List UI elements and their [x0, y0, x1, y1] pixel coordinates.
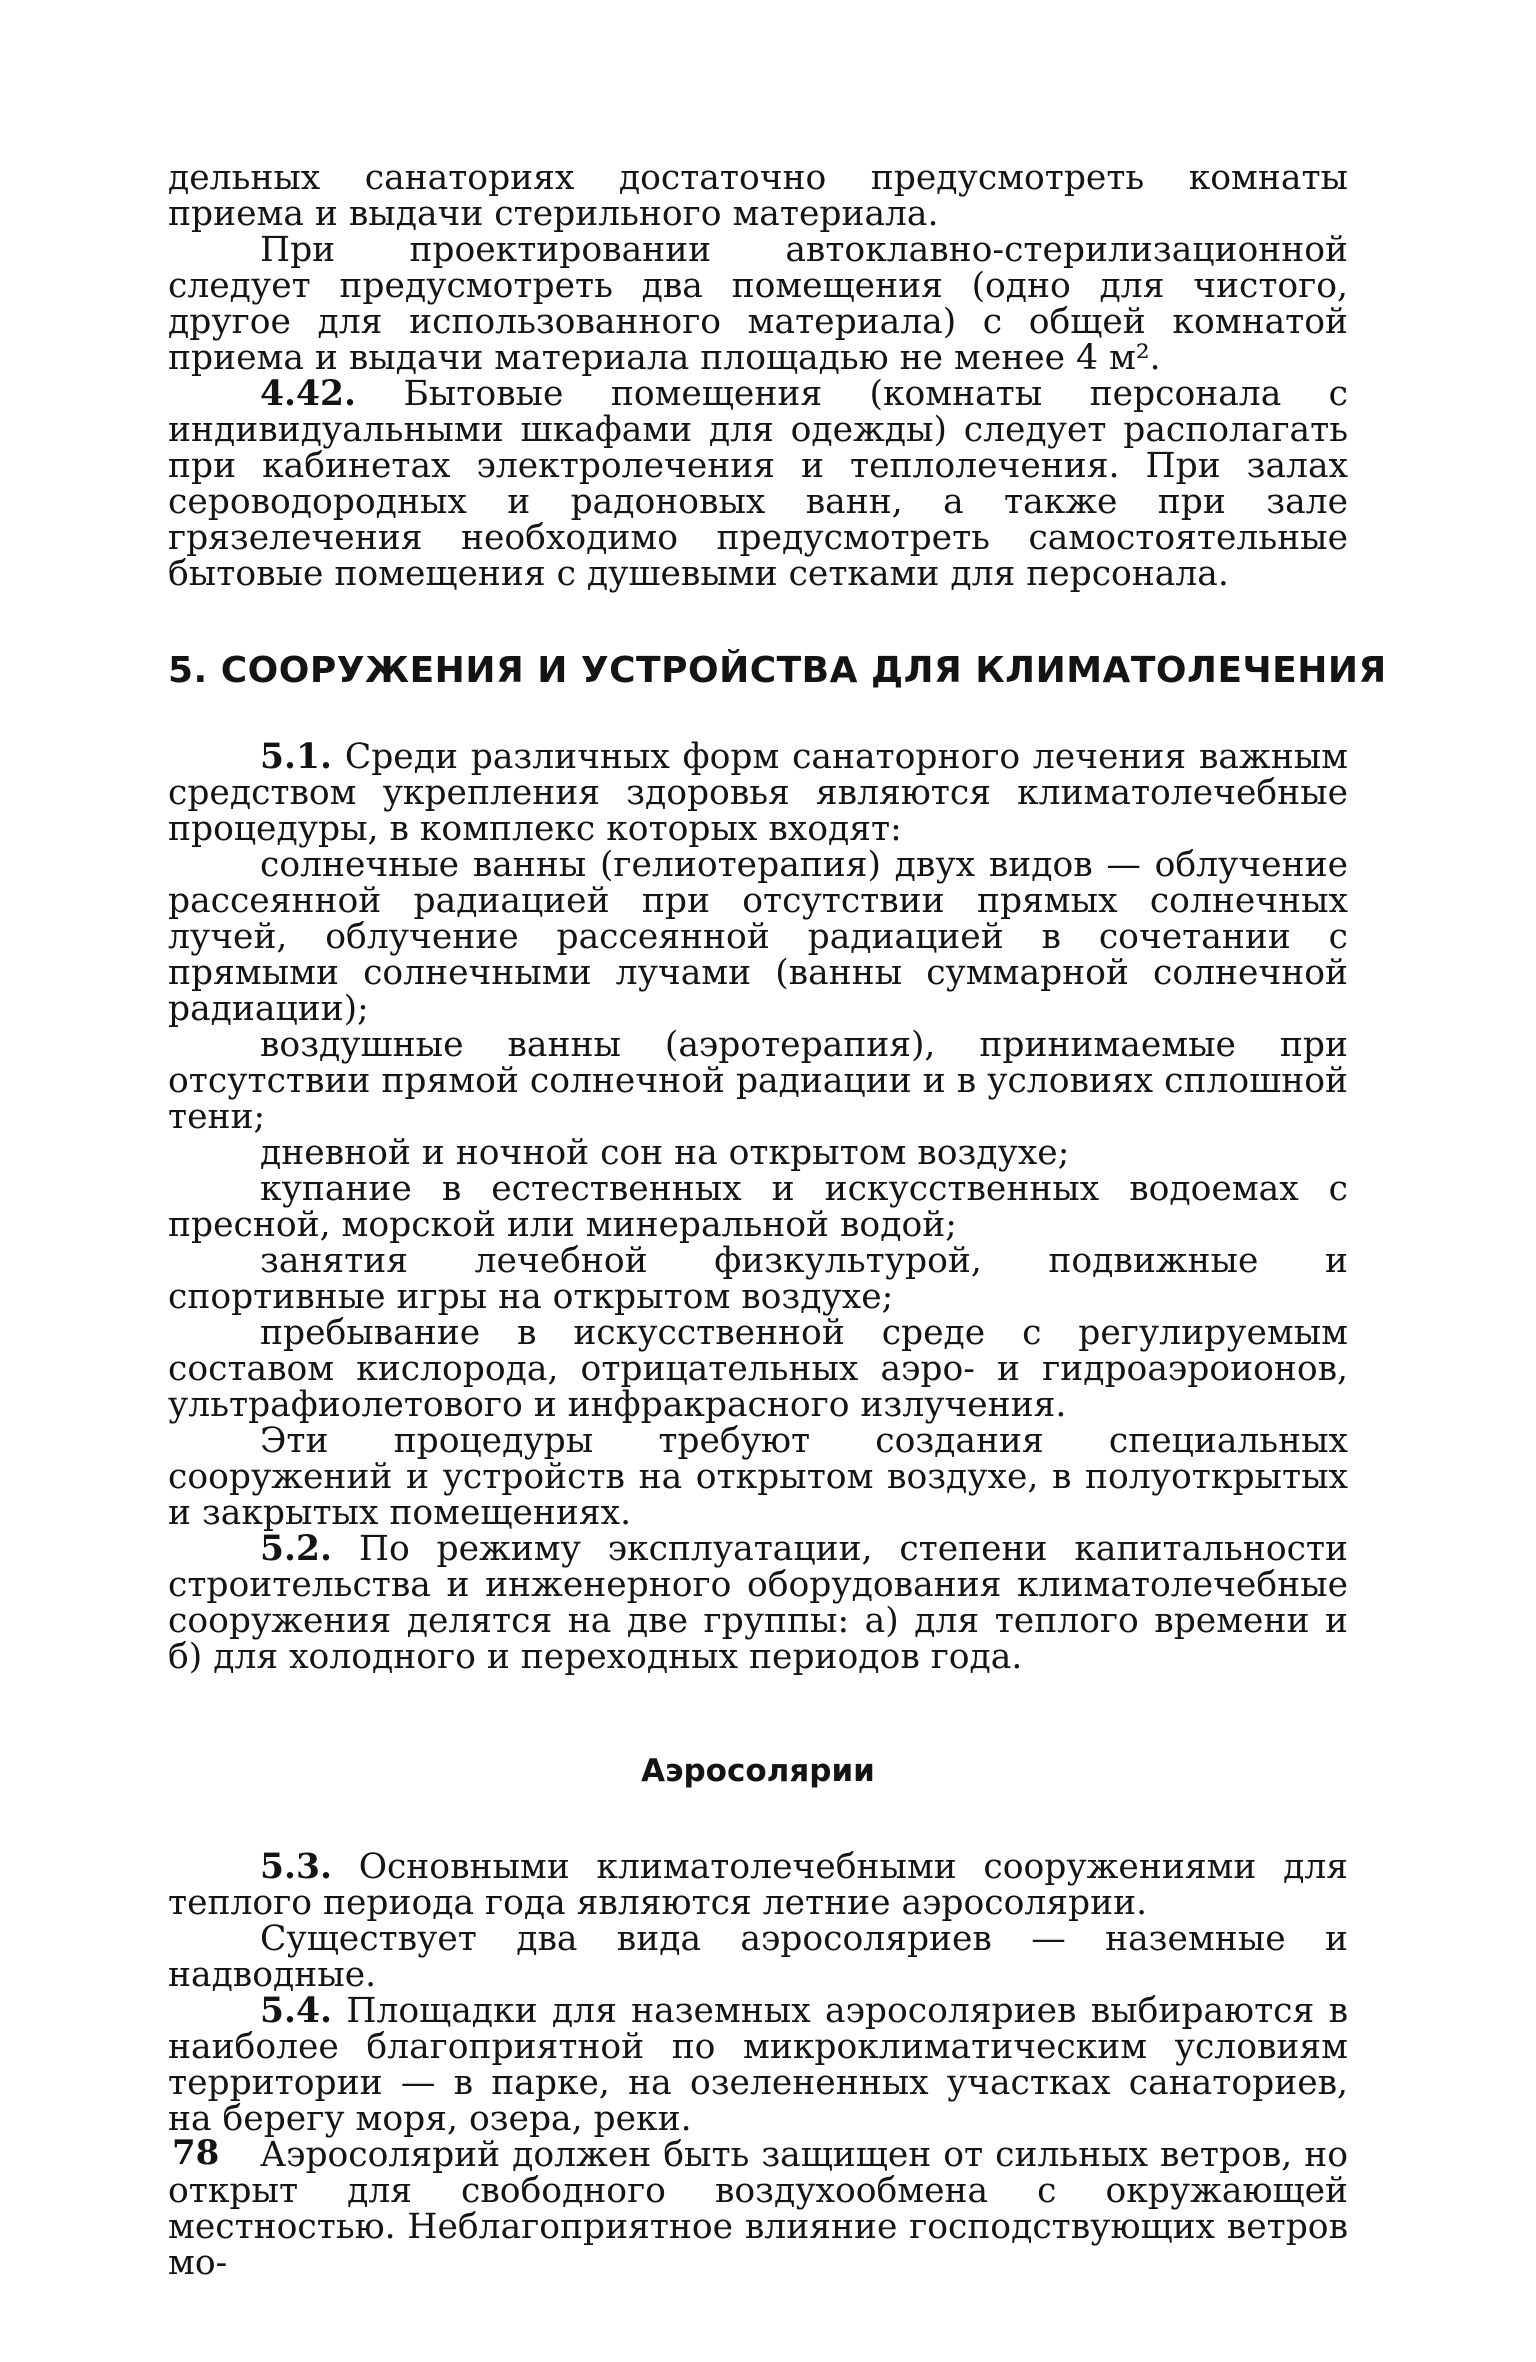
paragraph-5-4: 5.4. Площадки для наземных аэросоляриев выбираются в наиболее благоприятной по микроклиматическим условиям территории — в парке, на озелененных участках санаториев, на берегу моря, озера, реки. — [168, 1991, 1349, 2139]
list-item-air-baths: воздушные ванны (аэротерапия), принимаемые при отсутствии прямой солнечной радиации и в условиях сплошной тени; — [168, 1025, 1348, 1137]
list-item-exercise: занятия лечебной физкультурой, подвижные и спортивные игры на открытом воздухе; — [168, 1241, 1348, 1317]
subsection-heading: Аэросолярии — [641, 1753, 875, 1789]
paragraph-5-3: 5.3. Основными климатолечебными сооружениями для теплого периода года являются летние аэросолярии. — [168, 1847, 1348, 1923]
paragraph-5-1: 5.1. Среди различных форм санаторного лечения важным средством укрепления здоровья являются климатолечебные процедуры, в комплекс которых входят: — [168, 737, 1348, 849]
page-content — [168, 158, 1387, 2283]
list-item-bathing: купание в естественных и искусственных водоемах с пресной, морской или минеральной водой; — [168, 1169, 1348, 1245]
paragraph-5-2: 5.2. По режиму эксплуатации, степени капитальности строительства и инженерного оборудования климатолечебные сооружения делятся на две группы: а) для теплого времени и б) для холодного и переходных периодов года. — [168, 1529, 1349, 1677]
paragraph-4-42: 4.42. Бытовые помещения (комнаты персонала с индивидуальными шкафами для одежды) следует располагать при кабинетах электролечения и теплолечения. При залах сероводородных и радоновых ванн, а также при зале грязелечения необходимо предусмотреть самостоятельные бытовые помещения с душевыми сетками для персонала. — [168, 374, 1348, 594]
list-item-sleep: дневной и ночной сон на открытом воздухе; — [260, 1133, 1070, 1173]
paragraph-autoclave: При проектировании автоклавно-стерилизационной следует предусмотреть два помещения (одно для чистого, другое для использованного материала) с общей комнатой приема и выдачи материала площадью не менее 4 м². — [168, 230, 1348, 378]
page-number: 78 — [172, 2133, 220, 2173]
paragraph-procedures: Эти процедуры требуют создания специальных сооружений и устройств на открытом воздухе, в полуоткрытых и закрытых помещениях. — [168, 1421, 1348, 1533]
clause-number: 5.4. — [260, 1991, 333, 2031]
clause-number: 5.2. — [260, 1529, 333, 1569]
list-item-sun-baths: солнечные ванны (гелиотерапия) двух видов — облучение рассеянной радиацией при отсутствии прямых солнечных лучей, облучение рассеянной радиацией в сочетании с прямыми солнечными лучами (ванны суммарной солнечной радиации); — [168, 845, 1348, 1029]
paragraph-wind-protection: Аэросолярий должен быть защищен от сильных ветров, но открыт для свободного воздухообмена с окружающей местностью. Неблагоприятное влияние господствующих ветров мо- — [168, 2135, 1348, 2283]
clause-number: 5.3. — [260, 1847, 333, 1887]
clause-number: 4.42. — [260, 374, 357, 414]
section-heading: 5. СООРУЖЕНИЯ И УСТРОЙСТВА ДЛЯ КЛИМАТОЛЕЧЕНИЯ — [168, 650, 1387, 691]
paragraph-aerosolarium-types: Существует два вида аэросоляриев — наземные и надводные. — [168, 1919, 1348, 1995]
clause-number: 5.1. — [260, 737, 333, 777]
list-item-artificial-environment: пребывание в искусственной среде с регулируемым составом кислорода, отрицательных аэро- и гидроаэроионов, ультрафиолетового и инфракрасного излучения. — [168, 1313, 1348, 1425]
paragraph-sterile-material: дельных санаториях достаточно предусмотреть комнаты приема и выдачи стерильного материала. — [168, 158, 1348, 234]
